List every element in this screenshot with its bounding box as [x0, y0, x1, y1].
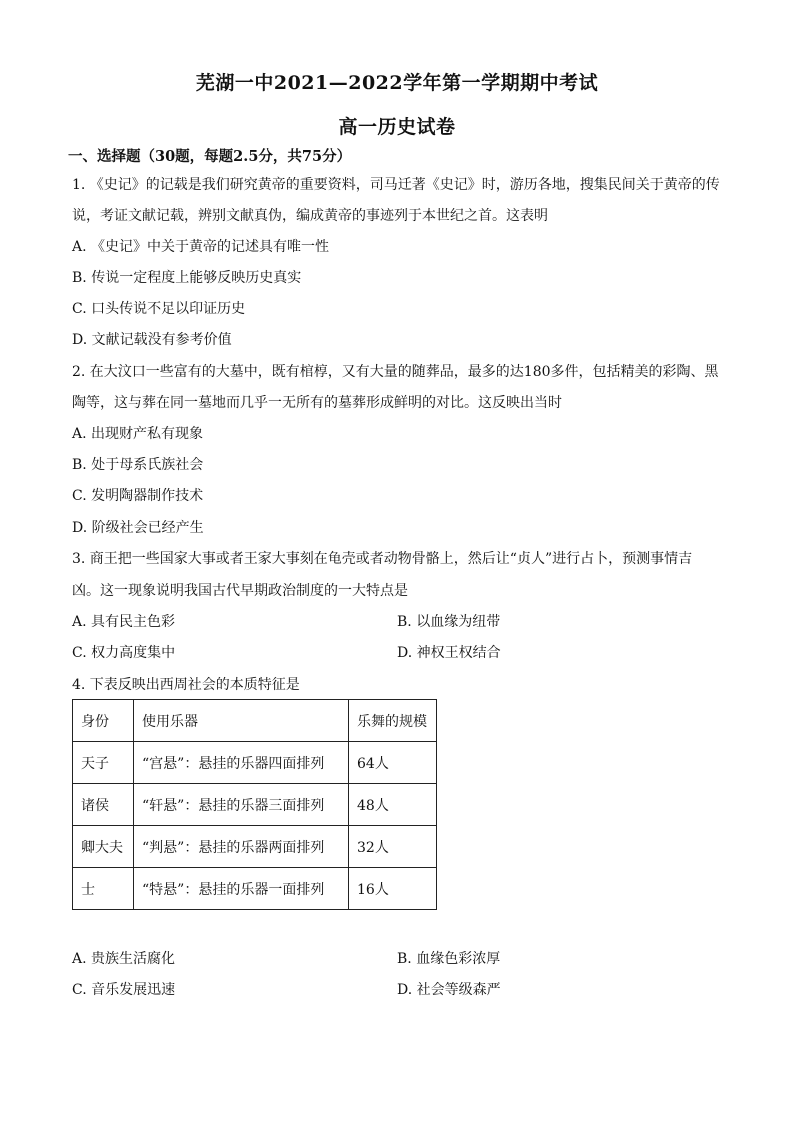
q4-stem: 4. 下表反映出西周社会的本质特征是	[72, 677, 300, 693]
q1-option-c: C. 口头传说不足以印证历史	[72, 301, 246, 317]
q1-option-a: A. 《史记》中关于黄帝的记述具有唯一性	[72, 239, 330, 255]
table-row	[73, 868, 437, 910]
table-row	[73, 784, 437, 826]
q1-stem-line2: 说，考证文献记载，辨别文献真伪，编成黄帝的事迹列于本世纪之首。这表明	[72, 208, 548, 224]
table-header-cell: 乐舞的规模	[349, 700, 437, 742]
q4-table	[72, 699, 437, 910]
q2-stem-line1: 2. 在大汶口一些富有的大墓中，既有棺椁，又有大量的随葬品，最多的达180多件，包括精美的彩陶、黑	[72, 364, 719, 380]
q4-option-a: A. 贵族生活腐化	[72, 951, 176, 967]
q1-option-d: D. 文献记载没有参考价值	[72, 332, 232, 348]
q2-option-b: B. 处于母系氏族社会	[72, 457, 204, 473]
q2-option-c: C. 发明陶器制作技术	[72, 488, 204, 504]
q4-option-c: C. 音乐发展迅速	[72, 982, 176, 998]
q3-option-c: C. 权力高度集中	[72, 645, 176, 661]
q3-option-b: B. 以血缘为纽带	[397, 614, 501, 630]
q3-stem-line2: 凶。这一现象说明我国古代早期政治制度的一大特点是	[72, 583, 408, 599]
q4-option-d: D. 社会等级森严	[397, 982, 501, 998]
table-header-cell: 身份	[73, 700, 134, 742]
table-cell: 64人	[349, 742, 437, 784]
q3-option-a: A. 具有民主色彩	[72, 614, 176, 630]
table-cell: “判悬”：悬挂的乐器两面排列	[134, 826, 349, 868]
table-cell: 士	[73, 868, 134, 910]
q3-option-d: D. 神权王权结合	[397, 645, 501, 661]
q4-option-b: B. 血缘色彩浓厚	[397, 951, 501, 967]
table-row	[73, 742, 437, 784]
exam-title: 芜湖一中2021—2022学年第一学期期中考试	[195, 72, 599, 94]
table-cell: 16人	[349, 868, 437, 910]
table-cell: “宫悬”：悬挂的乐器四面排列	[134, 742, 349, 784]
q3-stem-line1: 3. 商王把一些国家大事或者王家大事刻在龟壳或者动物骨骼上，然后让“贞人”进行占卜，预测事情吉	[72, 551, 693, 567]
table-row	[73, 826, 437, 868]
table-cell: 48人	[349, 784, 437, 826]
exam-subtitle: 高一历史试卷	[338, 116, 456, 138]
table-cell: 卿大夫	[73, 826, 134, 868]
q1-stem-line1: 1. 《史记》的记载是我们研究黄帝的重要资料，司马迁著《史记》时，游历各地，搜集民间关于黄帝的传	[72, 177, 720, 193]
section-heading: 一、选择题（30题，每题2.5分，共75分）	[68, 148, 352, 165]
table-header-cell: 使用乐器	[134, 700, 349, 742]
table-cell: 32人	[349, 826, 437, 868]
q2-stem-line2: 陶等，这与葬在同一墓地而几乎一无所有的墓葬形成鲜明的对比。这反映出当时	[72, 395, 562, 411]
table-cell: “轩悬”：悬挂的乐器三面排列	[134, 784, 349, 826]
q2-option-a: A. 出现财产私有现象	[72, 426, 204, 442]
table-cell: 诸侯	[73, 784, 134, 826]
q2-option-d: D. 阶级社会已经产生	[72, 520, 204, 536]
table-header-row	[73, 700, 437, 742]
table-cell: 天子	[73, 742, 134, 784]
q1-option-b: B. 传说一定程度上能够反映历史真实	[72, 270, 302, 286]
table-cell: “特悬”：悬挂的乐器一面排列	[134, 868, 349, 910]
